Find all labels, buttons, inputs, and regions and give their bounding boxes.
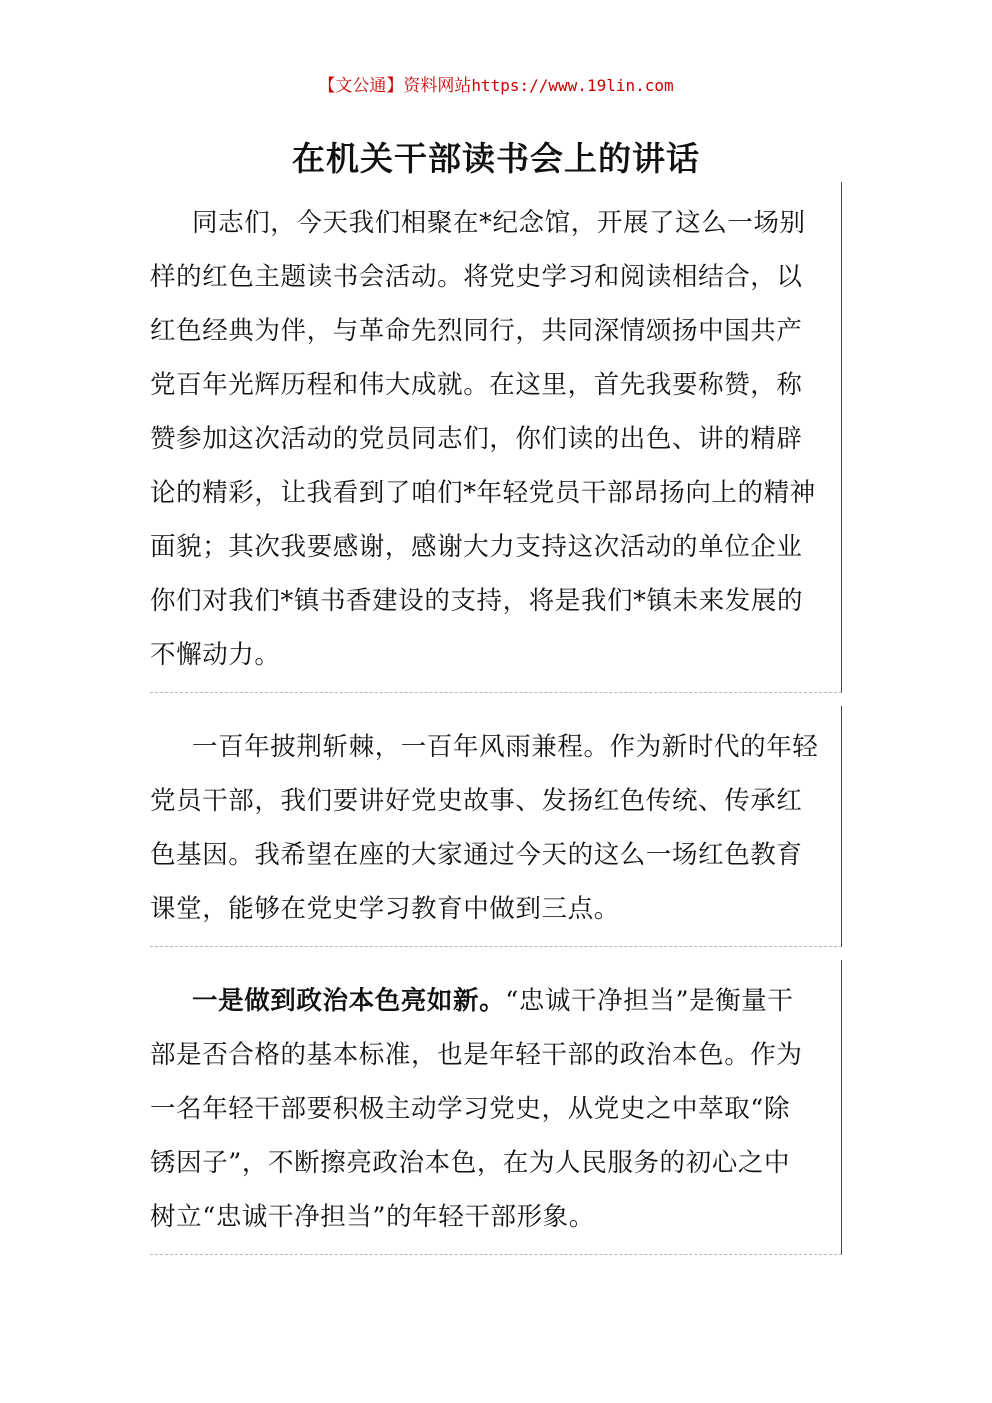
text-line: 一名年轻干部要积极主动学习党史，从党史之中萃取“除 bbox=[150, 1094, 791, 1124]
text-line: 一百年披荆斩棘，一百年风雨兼程。作为新时代的年轻 bbox=[192, 732, 819, 762]
text-line: 锈因子”，不断擦亮政治本色，在为人民服务的初心之中 bbox=[150, 1148, 791, 1178]
point-text: “忠诚干净担当”是衡量干 bbox=[505, 986, 794, 1016]
text-line: 部是否合格的基本标准，也是年轻干部的政治本色。作为 bbox=[150, 1040, 803, 1070]
text-line: 党百年光辉历程和伟大成就。在这里，首先我要称赞，称 bbox=[150, 370, 803, 400]
text-line: 红色经典为伴，与革命先烈同行，共同深情颂扬中国共产 bbox=[150, 316, 803, 346]
text-line: 党员干部，我们要讲好党史故事、发扬红色传统、传承红 bbox=[150, 786, 803, 816]
text-line: 赞参加这次活动的党员同志们，你们读的出色、讲的精辟 bbox=[150, 424, 803, 454]
text-line: 同志们，今天我们相聚在*纪念馆，开展了这么一场别 bbox=[192, 208, 806, 238]
text-line: 你们对我们*镇书香建设的支持，将是我们*镇未来发展的 bbox=[150, 586, 804, 616]
site-header bbox=[0, 73, 992, 99]
text-line: 课堂，能够在党史学习教育中做到三点。 bbox=[150, 894, 620, 924]
text-line: 不懈动力。 bbox=[150, 640, 281, 670]
text-line: 树立“忠诚干净担当”的年轻干部形象。 bbox=[150, 1202, 595, 1232]
site-url-link[interactable]: https://www.19lin.com bbox=[471, 76, 674, 95]
site-label: 资料网站 bbox=[403, 76, 472, 96]
paragraph-greeting bbox=[150, 182, 842, 693]
text-line: 样的红色主题读书会活动。将党史学习和阅读相结合，以 bbox=[150, 262, 803, 292]
brand-label: 【文公通】 bbox=[318, 76, 404, 96]
text-line: 色基因。我希望在座的大家通过今天的这么一场红色教育 bbox=[150, 840, 803, 870]
document-body bbox=[150, 182, 842, 1268]
text-line: 论的精彩，让我看到了咱们*年轻党员干部昂扬向上的精神 bbox=[150, 478, 816, 508]
text-line: 面貌；其次我要感谢，感谢大力支持这次活动的单位企业 bbox=[150, 532, 803, 562]
paragraph-centennial bbox=[150, 706, 842, 947]
document-title: 在机关干部读书会上的讲话 bbox=[292, 139, 700, 178]
paragraph-point-one bbox=[150, 960, 842, 1255]
point-heading: 一是做到政治本色亮如新。 bbox=[192, 986, 506, 1016]
text-line-lead bbox=[150, 974, 841, 1028]
